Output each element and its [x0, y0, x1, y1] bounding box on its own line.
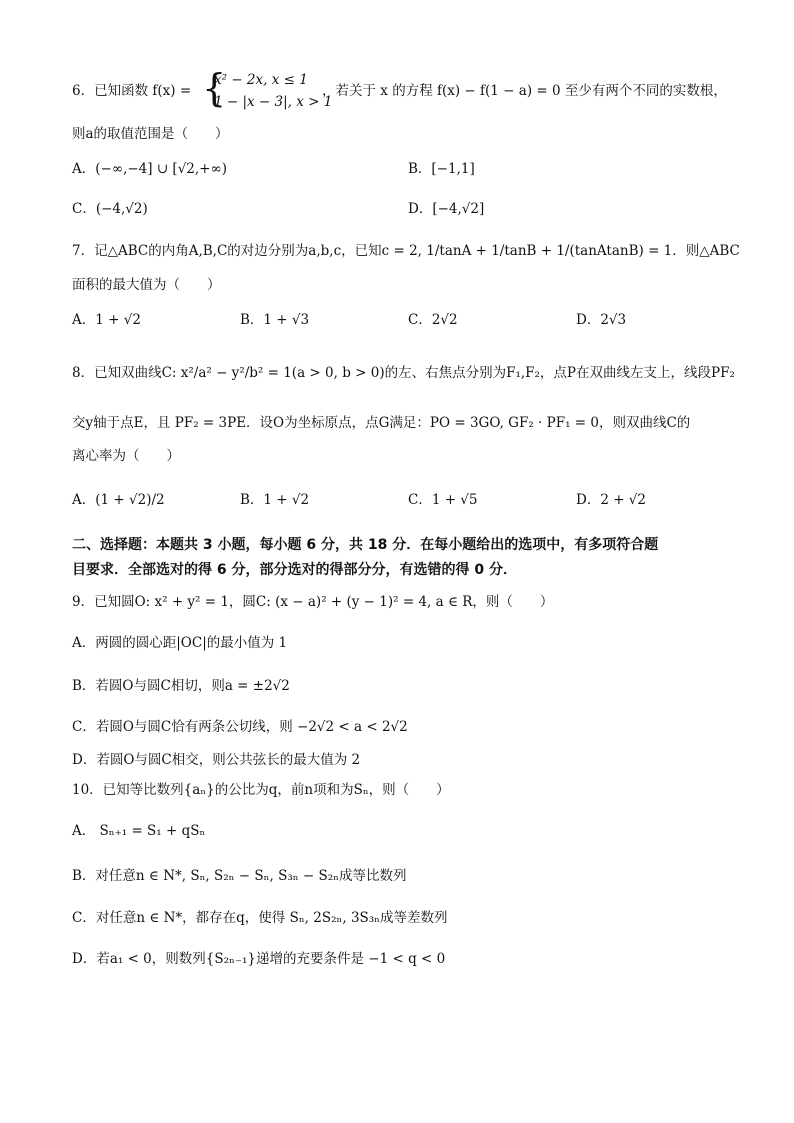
q8-line1: 8．已知双曲线C: x²/a² − y²/b² = 1(a > 0, b > 0)的左、右焦点分别为F₁,F₂，点P在双曲线左支上，线段PF₂ [72, 365, 735, 381]
q7-line2: 面积的最大值为（ ） [72, 277, 221, 293]
q10-option-a: A． Sₙ₊₁ = S₁ + qSₙ [72, 823, 206, 839]
q10-option-d: D．若a₁ < 0，则数列{S₂ₙ₋₁}递增的充要条件是 −1 < q < 0 [72, 951, 446, 967]
q6-line1-suffix: ，若关于 x 的方程 f(x) − f(1 − a) = 0 至少有两个不同的实数根， [322, 83, 727, 99]
q6-option-c: C．(−4,√2) [72, 201, 148, 217]
q6-piece2: 1 − |x − 3|, x > 1 [214, 94, 333, 110]
q9-option-b: B．若圆O与圆C相切，则a = ±2√2 [72, 678, 290, 694]
q10-stem: 10．已知等比数列{aₙ}的公比为q，前n项和为Sₙ，则（ ） [72, 782, 450, 798]
q8-option-b: B．1 + √2 [240, 492, 310, 508]
q8-line3: 离心率为（ ） [72, 448, 180, 464]
q7-option-a: A．1 + √2 [72, 312, 141, 328]
section2-header-line1: 二、选择题：本题共 3 小题，每小题 6 分，共 18 分．在每小题给出的选项中，有多项符合题 [72, 537, 659, 553]
q9-option-c: C．若圆O与圆C恰有两条公切线，则 −2√2 < a < 2√2 [72, 719, 408, 735]
q9-stem: 9．已知圆O: x² + y² = 1，圆C: (x − a)² + (y − 1)² = 4, a ∈ R，则（ ） [72, 594, 554, 610]
q6-piecewise-brace: { [202, 66, 227, 110]
q6-option-d: D．[−4,√2] [408, 201, 485, 217]
q8-option-a: A．(1 + √2)/2 [72, 492, 165, 508]
q9-option-a: A．两圆的圆心距|OC|的最小值为 1 [72, 635, 288, 651]
q8-option-c: C．1 + √5 [408, 492, 478, 508]
q10-option-b: B．对任意n ∈ N*, Sₙ, S₂ₙ − Sₙ, S₃ₙ − S₂ₙ成等比数列 [72, 868, 407, 884]
q9-option-d: D．若圆O与圆C相交，则公共弦长的最大值为 2 [72, 752, 361, 768]
q6-option-b: B．[−1,1] [408, 161, 475, 177]
q7-option-b: B．1 + √3 [240, 312, 310, 328]
q6-option-a: A．(−∞,−4] ∪ [√2,+∞) [72, 161, 227, 177]
q7-option-c: C．2√2 [408, 312, 458, 328]
q8-line2: 交y轴于点E，且 PF₂ = 3PE．设O为坐标原点，点G满足：PO = 3GO, GF₂ · PF₁ = 0，则双曲线C的 [72, 415, 691, 431]
q8-option-d: D．2 + √2 [576, 492, 646, 508]
q7-option-d: D．2√3 [576, 312, 627, 328]
q10-option-c: C．对任意n ∈ N*，都存在q，使得 Sₙ, 2S₂ₙ, 3S₃ₙ成等差数列 [72, 910, 448, 926]
q7-line1: 7．记△ABC的内角A,B,C的对边分别为a,b,c，已知c = 2, 1/tanA + 1/tanB + 1/(tanAtanB) = 1．则△ABC [72, 243, 740, 259]
q6-line1-prefix: 6．已知函数 f(x) = [72, 83, 192, 99]
q6-line2: 则a的取值范围是（ ） [72, 126, 229, 142]
q6-piece1: x² − 2x, x ≤ 1 [214, 72, 308, 88]
section2-header-line2: 目要求．全部选对的得 6 分，部分选对的得部分分，有选错的得 0 分． [72, 562, 517, 578]
